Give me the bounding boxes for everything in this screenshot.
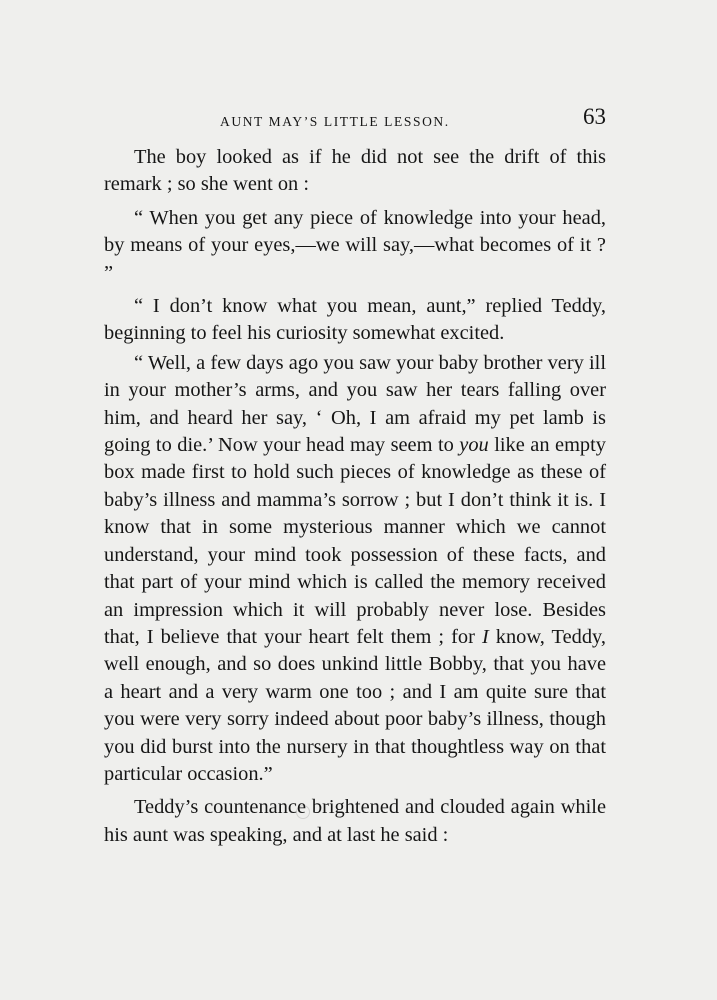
paragraph	[104, 350, 606, 789]
page-smudge	[296, 805, 310, 819]
italic-text: I	[481, 625, 489, 648]
text-segment: “ Well, a few days ago you saw your baby brother very ill in your mother’s arms, and you saw her tears falling over him, and heard her say, ‘ Oh, I am afraid my pet lamb is going to die.’ Now your head may seem to	[104, 351, 606, 457]
paragraph	[104, 205, 606, 287]
page-header	[104, 104, 606, 144]
paragraph	[104, 794, 606, 849]
italic-text: you	[459, 434, 489, 457]
text-segment: “ When you get any piece of knowledge into your head, by means of your eyes,—we will say,—what becomes of it ? ”	[104, 206, 606, 284]
body-text	[104, 144, 606, 855]
paragraph	[104, 144, 606, 199]
text-segment: like an empty box made first to hold such pieces of knowledge as these of baby’s illness and mamma’s sorrow ; but I don’t think it is. I know that in some mysterious manner which we cannot understand, your mind took possession of these facts, and that part of your mind which is called the memory received an impression which it will probably never lose. Besides that, I believe that your heart felt them ; for	[104, 434, 606, 648]
text-segment: know, Teddy, well enough, and so does unkind little Bobby, that you have a heart and a very warm one too ; and I am quite sure that you were very sorry indeed about poor baby’s illness, though you did burst into the nursery in that thoughtless way on that particular occasion.”	[104, 625, 606, 785]
text-segment: The boy looked as if he did not see the drift of this remark ; so she went on :	[104, 146, 606, 196]
page-number: 63	[583, 104, 606, 129]
text-segment: Teddy’s countenance brightened and clouded again while his aunt was speaking, and at last he said :	[104, 796, 606, 846]
paragraph	[104, 293, 606, 348]
running-title: AUNT MAY’S LITTLE LESSON.	[220, 114, 450, 129]
text-segment: “ I don’t know what you mean, aunt,” replied Teddy, beginning to feel his curiosity somewhat excited.	[104, 295, 606, 345]
